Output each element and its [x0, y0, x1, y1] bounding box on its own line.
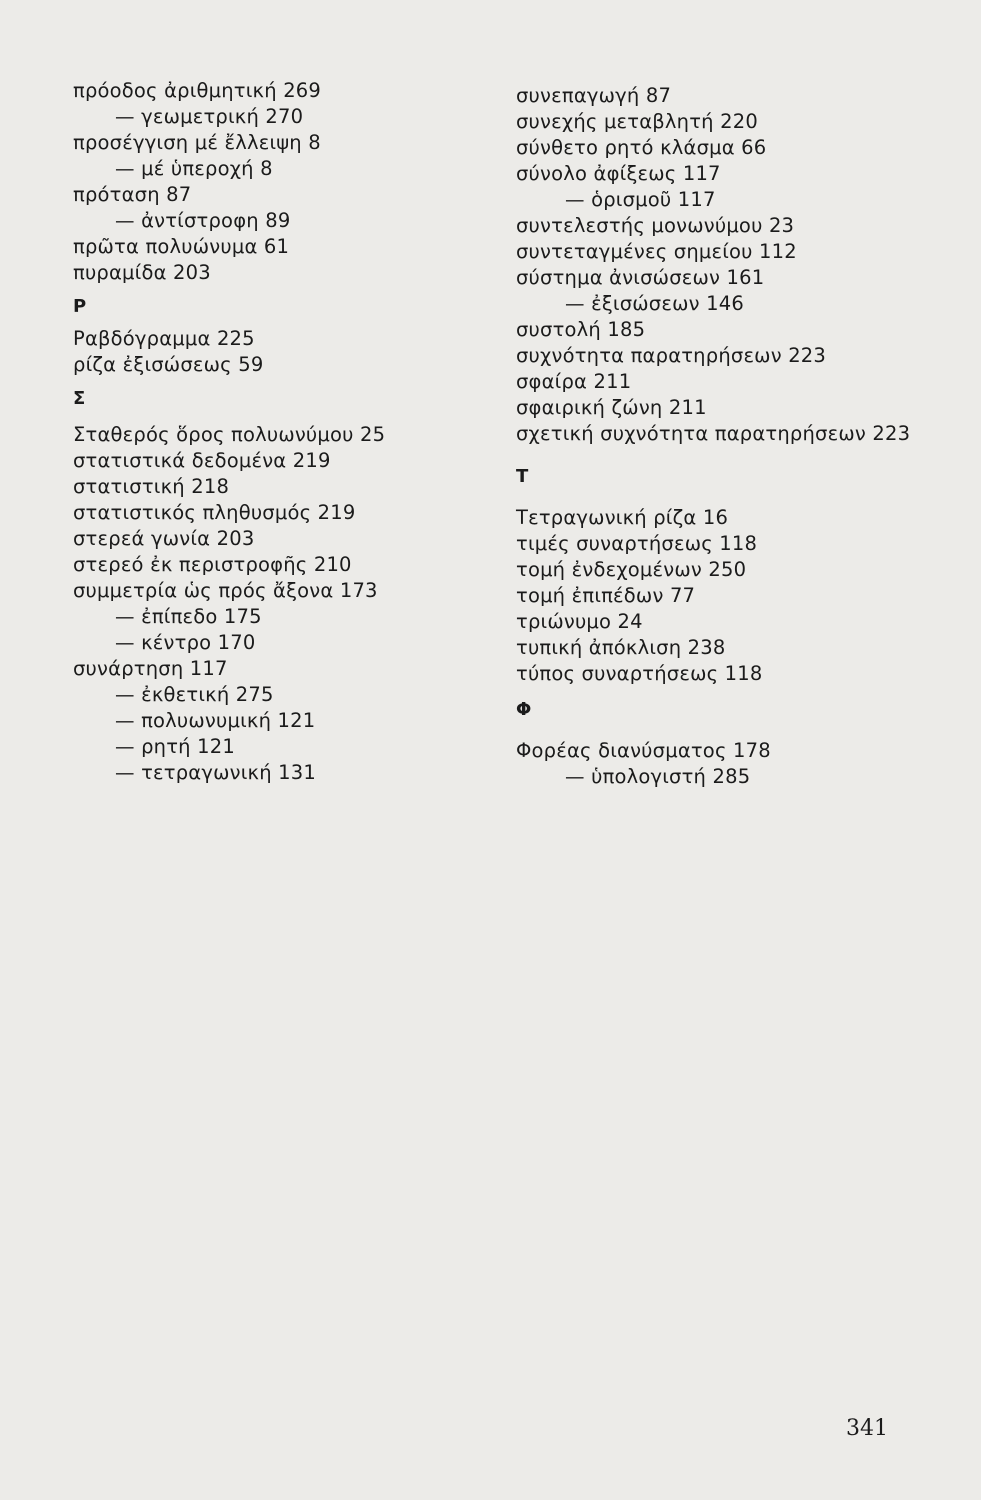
index-entry: τυπική ἀπόκλιση 238: [516, 636, 726, 659]
index-entry: σύστημα ἀνισώσεων 161: [516, 266, 765, 289]
index-letter-heading: Ρ: [73, 296, 87, 317]
index-entry: Τετραγωνική ρίζα 16: [516, 506, 729, 529]
index-entry: συνεχής μεταβλητή 220: [516, 110, 758, 133]
index-subentry: — ἐξισώσεων 146: [565, 292, 744, 315]
index-subentry: — γεωμετρική 270: [115, 105, 304, 128]
index-entry: συμμετρία ὡς πρός ἄξονα 173: [73, 579, 378, 602]
index-entry: τομή ἐνδεχομένων 250: [516, 558, 747, 581]
index-entry: συνάρτηση 117: [73, 657, 228, 680]
index-entry: στερεά γωνία 203: [73, 527, 255, 550]
index-subentry: — ὁρισμοῦ 117: [565, 188, 716, 211]
index-entry: πρόοδος ἀριθμητική 269: [73, 79, 322, 102]
index-subentry: — ρητή 121: [115, 735, 235, 758]
index-subentry: — ὑπολογιστή 285: [565, 765, 751, 788]
page-number: 341: [846, 1416, 888, 1441]
index-subentry: — ἐπίπεδο 175: [115, 605, 262, 628]
index-entry: προσέγγιση μέ ἔλλειψη 8: [73, 131, 321, 154]
index-entry: τύπος συναρτήσεως 118: [516, 662, 763, 685]
index-entry: συχνότητα παρατηρήσεων 223: [516, 344, 827, 367]
index-subentry: — κέντρο 170: [115, 631, 256, 654]
index-entry: σφαίρα 211: [516, 370, 632, 393]
index-entry: συντεταγμένες σημείου 112: [516, 240, 797, 263]
index-entry: τιμές συναρτήσεως 118: [516, 532, 758, 555]
index-subentry: — τετραγωνική 131: [115, 761, 316, 784]
index-entry: πρῶτα πολυώνυμα 61: [73, 235, 290, 258]
index-entry: Φορέας διανύσματος 178: [516, 739, 771, 762]
index-entry: στατιστική 218: [73, 475, 230, 498]
index-subentry: — ἐκθετική 275: [115, 683, 274, 706]
index-entry: τομή ἐπιπέδων 77: [516, 584, 696, 607]
index-entry: πρόταση 87: [73, 183, 192, 206]
index-entry: Ραβδόγραμμα 225: [73, 327, 255, 350]
index-entry: Σταθερός ὅρος πολυωνύμου 25: [73, 423, 386, 446]
index-letter-heading: Τ: [516, 466, 529, 487]
index-entry: συνεπαγωγή 87: [516, 84, 672, 107]
index-subentry: — μέ ὑπεροχή 8: [115, 157, 273, 180]
index-entry: σύνολο ἀφίξεως 117: [516, 162, 721, 185]
index-entry: σφαιρική ζώνη 211: [516, 396, 707, 419]
index-entry: ρίζα ἐξισώσεως 59: [73, 353, 264, 376]
index-entry: στερεό ἐκ περιστροφῆς 210: [73, 553, 352, 576]
index-letter-heading: Φ: [516, 699, 532, 720]
index-letter-heading: Σ: [73, 388, 86, 409]
index-entry: στατιστικά δεδομένα 219: [73, 449, 331, 472]
index-entry: σύνθετο ρητό κλάσμα 66: [516, 136, 767, 159]
index-entry: στατιστικός πληθυσμός 219: [73, 501, 356, 524]
index-subentry: — πολυωνυμική 121: [115, 709, 316, 732]
index-entry: συστολή 185: [516, 318, 646, 341]
index-entry: πυραμίδα 203: [73, 261, 211, 284]
index-subentry: — ἀντίστροφη 89: [115, 209, 291, 232]
index-entry: συντελεστής μονωνύμου 23: [516, 214, 795, 237]
index-entry: σχετική συχνότητα παρατηρήσεων 223: [516, 422, 911, 445]
index-entry: τριώνυμο 24: [516, 610, 643, 633]
